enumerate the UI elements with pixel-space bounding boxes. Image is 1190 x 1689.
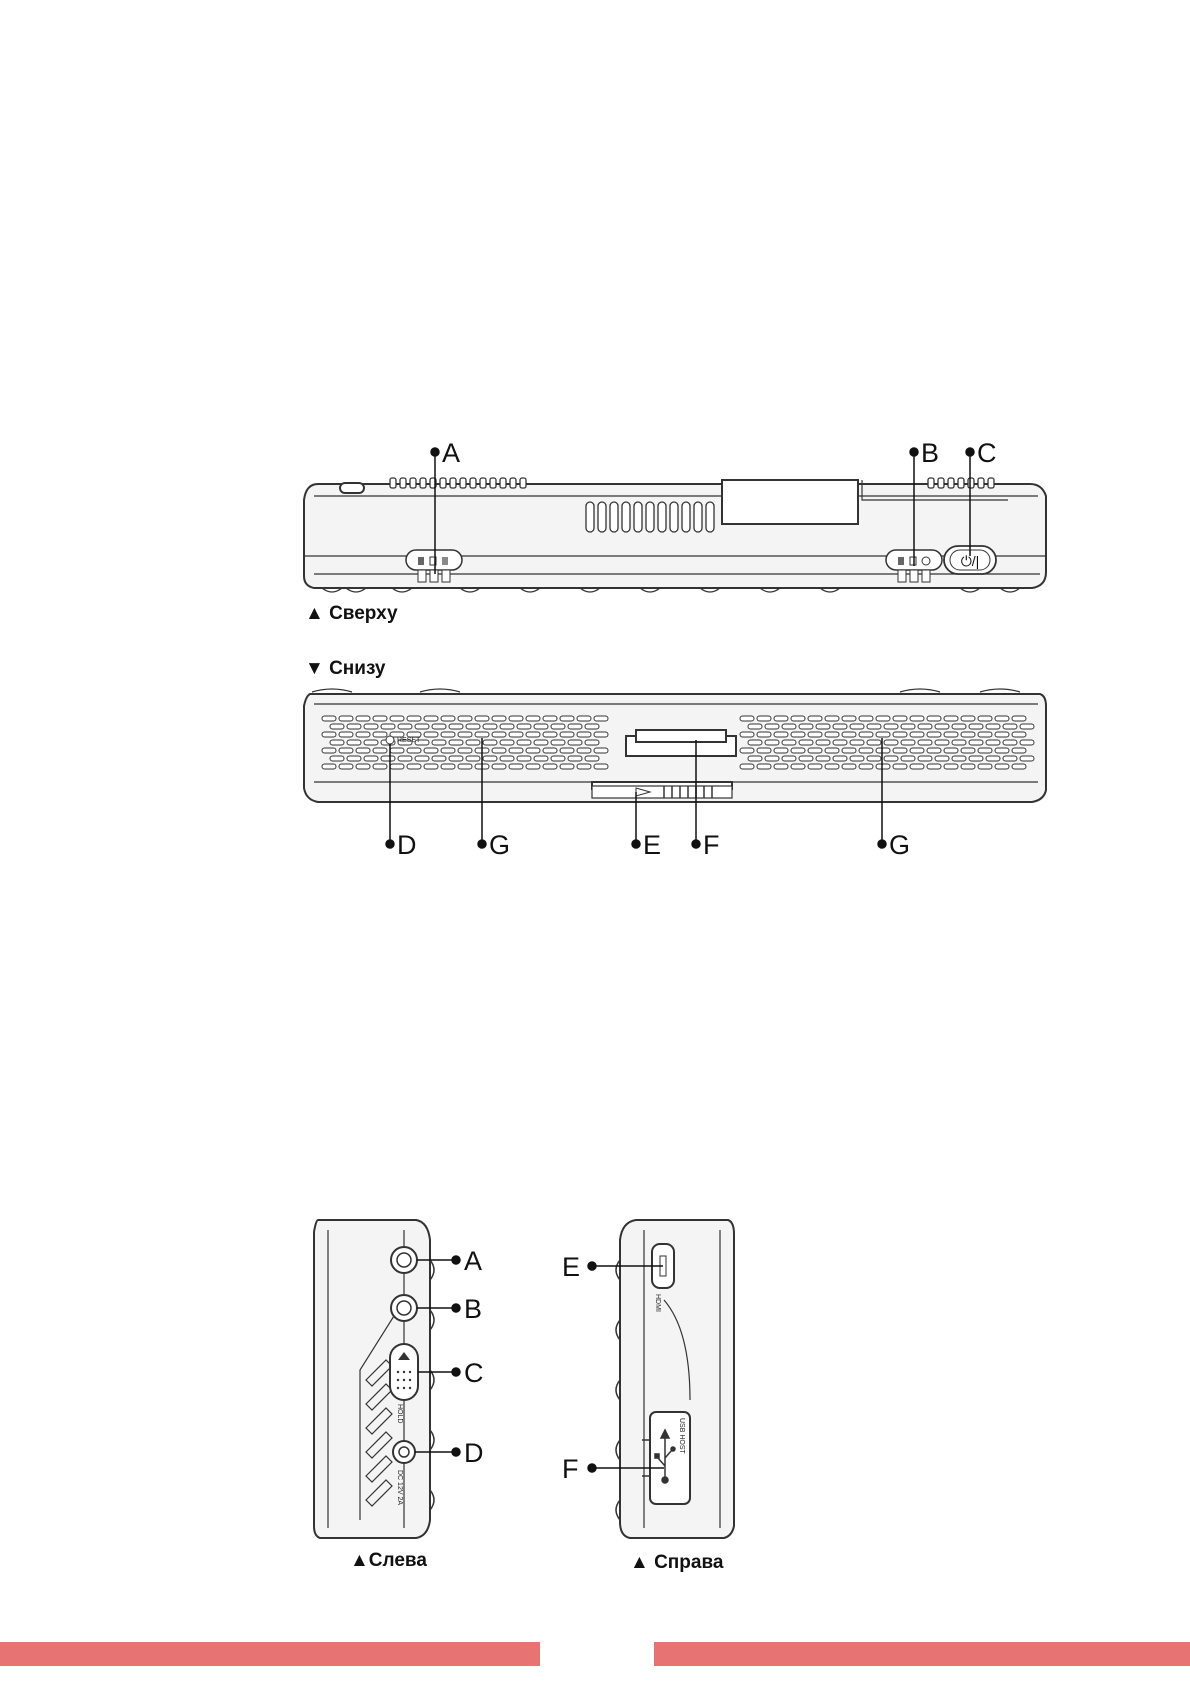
callout-label: C <box>977 438 997 468</box>
vent-slot <box>842 764 856 769</box>
vent-slot <box>782 724 796 729</box>
vent-slot <box>356 764 370 769</box>
vent-slot <box>961 716 975 721</box>
vent-slot <box>1012 732 1026 737</box>
callout-label: F <box>562 1454 579 1484</box>
vent-slot <box>322 716 336 721</box>
vent-slot <box>551 756 565 761</box>
vent-slot <box>952 724 966 729</box>
vent-slot <box>407 748 421 753</box>
vent-slot <box>867 724 881 729</box>
vent-slot <box>740 748 754 753</box>
vent-slot <box>432 756 446 761</box>
callout-label: D <box>397 830 417 860</box>
vent-slot <box>748 740 762 745</box>
vent-slot <box>585 724 599 729</box>
bottom-view-device-body <box>304 689 1046 802</box>
vent-slot <box>526 716 540 721</box>
vent-slot <box>441 716 455 721</box>
vent-slot <box>782 740 796 745</box>
callout-label: G <box>889 830 911 860</box>
vent-slot <box>791 732 805 737</box>
vent-slot <box>1012 764 1026 769</box>
vent-slot <box>978 748 992 753</box>
vent-slot <box>816 740 830 745</box>
vent-slot <box>534 724 548 729</box>
vent-slot <box>424 716 438 721</box>
vent-slot <box>935 724 949 729</box>
bottom-view <box>304 658 1046 860</box>
vent-slot <box>526 732 540 737</box>
vent-slot <box>407 716 421 721</box>
vent-slot <box>850 740 864 745</box>
vent-slot <box>492 716 506 721</box>
vent-slot <box>483 740 497 745</box>
callout-label: A <box>464 1246 483 1276</box>
vent-slot <box>517 724 531 729</box>
vent-slot <box>816 756 830 761</box>
vent-slot <box>415 724 429 729</box>
vent-slot <box>884 740 898 745</box>
vent-slot <box>398 756 412 761</box>
vent-slot <box>585 756 599 761</box>
vent-slot <box>458 732 472 737</box>
vent-slot <box>373 732 387 737</box>
usb-host-label: USB HOST <box>678 1418 685 1454</box>
vent-slot <box>961 732 975 737</box>
vent-slot <box>893 732 907 737</box>
vent-slot <box>876 716 890 721</box>
vent-slot <box>782 756 796 761</box>
vent-slot <box>509 716 523 721</box>
vent-slot <box>740 716 754 721</box>
vent-slot <box>791 716 805 721</box>
vent-slot <box>449 724 463 729</box>
vent-slot <box>347 740 361 745</box>
vent-slot <box>901 740 915 745</box>
vent-slot <box>509 748 523 753</box>
vent-slot <box>543 716 557 721</box>
vent-slot <box>373 748 387 753</box>
vent-slot <box>825 764 839 769</box>
footer-bar-right <box>654 1642 1190 1666</box>
vent-slot <box>364 740 378 745</box>
top-view-caption: ▲ Сверху <box>305 603 398 624</box>
vent-slot <box>509 732 523 737</box>
vent-slot <box>944 732 958 737</box>
vent-slot <box>918 756 932 761</box>
vent-slot <box>577 716 591 721</box>
hold-switch[interactable] <box>390 1344 418 1400</box>
microphone-jack[interactable] <box>391 1295 417 1321</box>
vent-slot <box>842 716 856 721</box>
vent-slot <box>910 732 924 737</box>
vent-slot <box>901 756 915 761</box>
vent-slot <box>935 756 949 761</box>
vent-slot <box>808 748 822 753</box>
vent-slot <box>534 740 548 745</box>
vent-slot <box>833 740 847 745</box>
vent-slot <box>432 740 446 745</box>
vent-slot <box>560 764 574 769</box>
vent-slot <box>927 732 941 737</box>
vent-slot <box>944 716 958 721</box>
vent-slot <box>969 740 983 745</box>
vent-slot <box>978 732 992 737</box>
top-view <box>304 438 1046 624</box>
vent-slot <box>850 724 864 729</box>
vent-slot <box>330 724 344 729</box>
vent-slot <box>842 748 856 753</box>
vent-slot <box>1020 740 1034 745</box>
vent-slot <box>808 716 822 721</box>
vent-slot <box>356 748 370 753</box>
vent-slot <box>799 724 813 729</box>
vent-slot <box>867 740 881 745</box>
top-view-device-body <box>304 480 1046 592</box>
vent-slot <box>757 732 771 737</box>
power-icon: ⏻/| <box>960 553 980 569</box>
vent-slot <box>577 764 591 769</box>
vent-slot <box>543 748 557 753</box>
vent-slot <box>322 748 336 753</box>
vent-slot <box>466 724 480 729</box>
vent-slot <box>833 756 847 761</box>
vent-slot <box>859 732 873 737</box>
vent-slot <box>356 716 370 721</box>
vent-slot <box>867 756 881 761</box>
dc-label: DC 12V 2A <box>396 1470 403 1506</box>
vent-slot <box>330 756 344 761</box>
vent-slot <box>407 764 421 769</box>
vent-slot <box>995 716 1009 721</box>
vent-slot <box>373 764 387 769</box>
callout-label: B <box>921 438 940 468</box>
vent-slot <box>978 716 992 721</box>
vent-slot <box>441 748 455 753</box>
vent-slot <box>774 716 788 721</box>
vent-slot <box>884 756 898 761</box>
vent-slot <box>825 716 839 721</box>
vent-slot <box>390 716 404 721</box>
vent-slot <box>1012 748 1026 753</box>
vent-slot <box>765 740 779 745</box>
vent-slot <box>799 756 813 761</box>
vent-slot <box>449 756 463 761</box>
reset-label: RESET <box>397 737 421 744</box>
vent-slot <box>339 764 353 769</box>
vent-slot <box>432 724 446 729</box>
vent-slot <box>517 740 531 745</box>
vent-slot <box>952 740 966 745</box>
vent-slot <box>757 716 771 721</box>
vent-slot <box>339 716 353 721</box>
vent-slot <box>441 732 455 737</box>
vent-slot <box>748 756 762 761</box>
vent-slot <box>373 716 387 721</box>
vent-slot <box>961 764 975 769</box>
vent-slot <box>969 756 983 761</box>
left-view-caption: ▲Слева <box>350 1550 427 1571</box>
vent-slot <box>978 764 992 769</box>
callout-label: B <box>464 1294 483 1324</box>
vent-slot <box>876 748 890 753</box>
vent-slot <box>381 724 395 729</box>
vent-slot <box>492 732 506 737</box>
vent-slot <box>322 764 336 769</box>
vent-slot <box>927 748 941 753</box>
vent-slot <box>740 764 754 769</box>
right-view <box>562 1220 734 1573</box>
vent-slot <box>364 724 378 729</box>
vent-slot <box>816 724 830 729</box>
vent-slot <box>893 764 907 769</box>
vent-slot <box>986 724 1000 729</box>
vent-slot <box>910 764 924 769</box>
vent-slot <box>424 732 438 737</box>
vent-slot <box>543 732 557 737</box>
vent-slot <box>551 740 565 745</box>
vent-slot <box>910 748 924 753</box>
vent-slot <box>765 724 779 729</box>
vent-slot <box>859 764 873 769</box>
vent-slot <box>842 732 856 737</box>
vent-slot <box>774 732 788 737</box>
hdmi-label: HDMI <box>654 1294 661 1312</box>
vent-slot <box>757 764 771 769</box>
vent-slot <box>339 732 353 737</box>
callout-label: E <box>562 1252 581 1282</box>
vent-slot <box>483 756 497 761</box>
callout-label: D <box>464 1438 484 1468</box>
vent-slot <box>876 732 890 737</box>
vent-slot <box>594 716 608 721</box>
callout-label: C <box>464 1358 484 1388</box>
vent-slot <box>466 756 480 761</box>
vent-slot <box>859 716 873 721</box>
vent-slot <box>808 732 822 737</box>
vent-slot <box>1003 724 1017 729</box>
vent-slot <box>500 724 514 729</box>
vent-slot <box>526 764 540 769</box>
vent-slot <box>944 748 958 753</box>
vent-slot <box>884 724 898 729</box>
vent-slot <box>986 756 1000 761</box>
vent-slot <box>424 748 438 753</box>
vent-slot <box>774 764 788 769</box>
vent-slot <box>995 748 1009 753</box>
vent-slot <box>568 756 582 761</box>
vent-slot <box>560 716 574 721</box>
vent-slot <box>458 764 472 769</box>
vent-slot <box>791 748 805 753</box>
vent-slot <box>740 732 754 737</box>
vent-slot <box>347 756 361 761</box>
vent-slot <box>918 740 932 745</box>
bottom-view-caption: ▼ Снизу <box>305 658 386 679</box>
vent-slot <box>390 748 404 753</box>
vent-slot <box>577 748 591 753</box>
callout-label: G <box>489 830 511 860</box>
vent-slot <box>986 740 1000 745</box>
callout-label: E <box>643 830 662 860</box>
vent-slot <box>492 748 506 753</box>
vent-slot <box>543 764 557 769</box>
vent-slot <box>500 740 514 745</box>
vent-slot <box>585 740 599 745</box>
left-view <box>314 1220 484 1571</box>
vent-slot <box>799 740 813 745</box>
vent-slot <box>381 756 395 761</box>
vent-slot <box>560 748 574 753</box>
callout-label: A <box>442 438 461 468</box>
vent-slot <box>833 724 847 729</box>
vent-slot <box>901 724 915 729</box>
vent-slot <box>1003 756 1017 761</box>
vent-slot <box>322 732 336 737</box>
vent-slot <box>458 716 472 721</box>
vent-slot <box>364 756 378 761</box>
vent-slot <box>961 748 975 753</box>
vent-slot <box>1020 724 1034 729</box>
right-view-caption: ▲ Справа <box>630 1552 724 1573</box>
vent-slot <box>475 716 489 721</box>
vent-slot <box>568 740 582 745</box>
vent-slot <box>390 764 404 769</box>
vent-slot <box>466 740 480 745</box>
vent-slot <box>876 764 890 769</box>
vent-slot <box>577 732 591 737</box>
vent-slot <box>825 732 839 737</box>
vent-slot <box>347 724 361 729</box>
vent-slot <box>995 764 1009 769</box>
vent-slot <box>927 716 941 721</box>
vent-slot <box>859 748 873 753</box>
vent-slot <box>1012 716 1026 721</box>
vent-slot <box>918 724 932 729</box>
vent-slot <box>893 716 907 721</box>
vent-slot <box>808 764 822 769</box>
callout-label: F <box>703 830 720 860</box>
reset-button[interactable] <box>386 736 421 744</box>
vent-slot <box>424 764 438 769</box>
vent-slot <box>765 756 779 761</box>
vent-slot <box>551 724 565 729</box>
headphone-jack[interactable] <box>391 1247 417 1273</box>
vent-slot <box>935 740 949 745</box>
vent-slot <box>449 740 463 745</box>
vent-slot <box>927 764 941 769</box>
vent-slot <box>441 764 455 769</box>
footer-bar-left <box>0 1642 540 1666</box>
vent-slot <box>774 748 788 753</box>
vent-slot <box>995 732 1009 737</box>
dc-power-jack[interactable] <box>393 1441 415 1463</box>
hold-label: HOLD <box>396 1404 403 1424</box>
vent-slot <box>356 732 370 737</box>
vent-slot <box>944 764 958 769</box>
vent-slot <box>475 732 489 737</box>
vent-slot <box>330 740 344 745</box>
vent-slot <box>594 748 608 753</box>
vent-slot <box>1020 756 1034 761</box>
kickstand-slider[interactable] <box>592 786 732 798</box>
vent-slot <box>398 724 412 729</box>
vent-slot <box>748 724 762 729</box>
vent-slot <box>526 748 540 753</box>
vent-slot <box>339 748 353 753</box>
vent-slot <box>509 764 523 769</box>
vent-slot <box>969 724 983 729</box>
vent-slot <box>517 756 531 761</box>
vent-slot <box>1003 740 1017 745</box>
vent-slot <box>483 724 497 729</box>
vent-slot <box>492 764 506 769</box>
vent-slot <box>500 756 514 761</box>
vent-slot <box>757 748 771 753</box>
vent-slot <box>594 764 608 769</box>
vent-slot <box>910 716 924 721</box>
vent-slot <box>952 756 966 761</box>
vent-slot <box>560 732 574 737</box>
vent-slot <box>534 756 548 761</box>
vent-slot <box>850 756 864 761</box>
vent-slot <box>893 748 907 753</box>
vent-slot <box>415 756 429 761</box>
vent-slot <box>568 724 582 729</box>
vent-slot <box>594 732 608 737</box>
vent-slot <box>825 748 839 753</box>
vent-slot <box>458 748 472 753</box>
vent-slot <box>791 764 805 769</box>
center-vent-slots <box>586 502 714 532</box>
